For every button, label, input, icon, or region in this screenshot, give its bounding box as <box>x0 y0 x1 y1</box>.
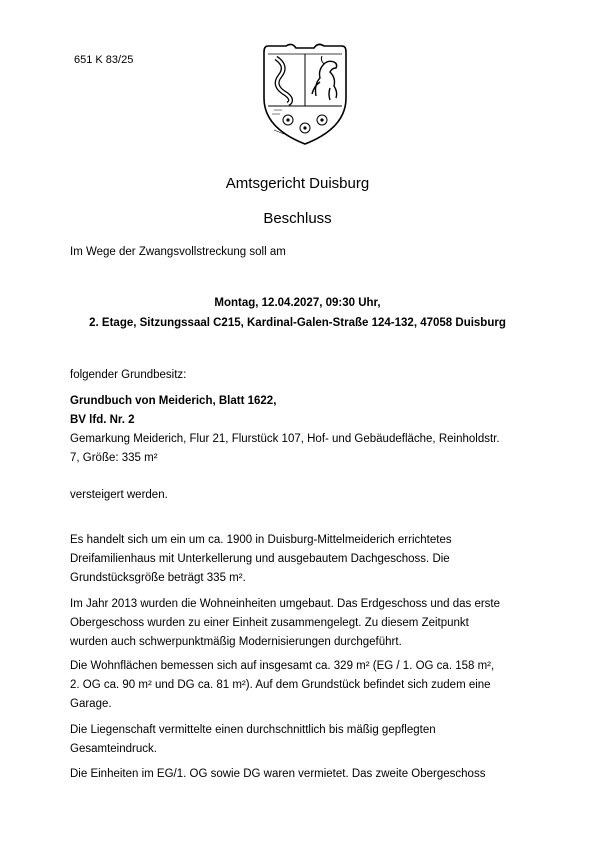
paragraph-line: Die Wohnflächen bemessen sich auf insgesamt ca. 329 m² (EG / 1. OG ca. 158 m², <box>70 660 495 672</box>
coat-of-arms-icon <box>258 38 352 148</box>
paragraph-3 <box>70 657 530 714</box>
land-register-entry: BV lfd. Nr. 2 <box>70 414 135 426</box>
paragraph-line: Es handelt sich um ein um ca. 1900 in Duisburg-Mittelmeiderich errichtetes <box>70 534 452 546</box>
auction-date-time: Montag, 12.04.2027, 09:30 Uhr, <box>214 297 381 309</box>
land-register-description-2: 7, Größe: 335 m² <box>70 452 158 464</box>
paragraph-line: wurden auch schwerpunktmäßig Modernisierungen durchgeführt. <box>70 636 402 648</box>
paragraph-4 <box>70 721 530 759</box>
paragraph-line: Obergeschoss wurden zu einer Einheit zusammengelegt. Zu diesem Zeitpunkt <box>70 617 469 629</box>
paragraph-line: Grundstücksgröße beträgt 335 m². <box>70 572 246 584</box>
paragraph-line: Gesamteindruck. <box>70 743 157 755</box>
file-reference: 651 K 83/25 <box>74 54 134 66</box>
paragraph-line: Garage. <box>70 698 112 710</box>
paragraph-2 <box>70 595 530 652</box>
auction-location: 2. Etage, Sitzungssaal C215, Kardinal-Galen-Straße 124-132, 47058 Duisburg <box>89 317 506 329</box>
document-title: Beschluss <box>263 210 332 227</box>
paragraph-line: Im Jahr 2013 wurden die Wohneinheiten umgebaut. Das Erdgeschoss und das erste <box>70 598 501 610</box>
paragraph-line: Die Liegenschaft vermittelte einen durchschnittlich bis mäßig gepflegten <box>70 724 436 736</box>
land-register-book: Grundbuch von Meiderich, Blatt 1622, <box>70 395 277 407</box>
auctioned-text: versteigert werden. <box>70 489 168 501</box>
paragraph-line: Dreifamilienhaus mit Unterkellerung und ausgebautem Dachgeschoss. Die <box>70 553 450 565</box>
court-name: Amtsgericht Duisburg <box>225 175 370 192</box>
paragraph-5 <box>70 765 530 784</box>
paragraph-line: 2. OG ca. 90 m² und DG ca. 81 m²). Auf dem Grundstück befindet sich zudem eine <box>70 679 491 691</box>
land-register-description-1: Gemarkung Meiderich, Flur 21, Flurstück 107, Hof- und Gebäudefläche, Reinholdstr. <box>70 433 500 445</box>
paragraph-line: Die Einheiten im EG/1. OG sowie DG waren vermietet. Das zweite Obergeschoss <box>70 768 486 780</box>
intro-text: Im Wege der Zwangsvollstreckung soll am <box>70 246 286 258</box>
paragraph-1 <box>70 531 530 588</box>
property-intro: folgender Grundbesitz: <box>70 369 187 381</box>
